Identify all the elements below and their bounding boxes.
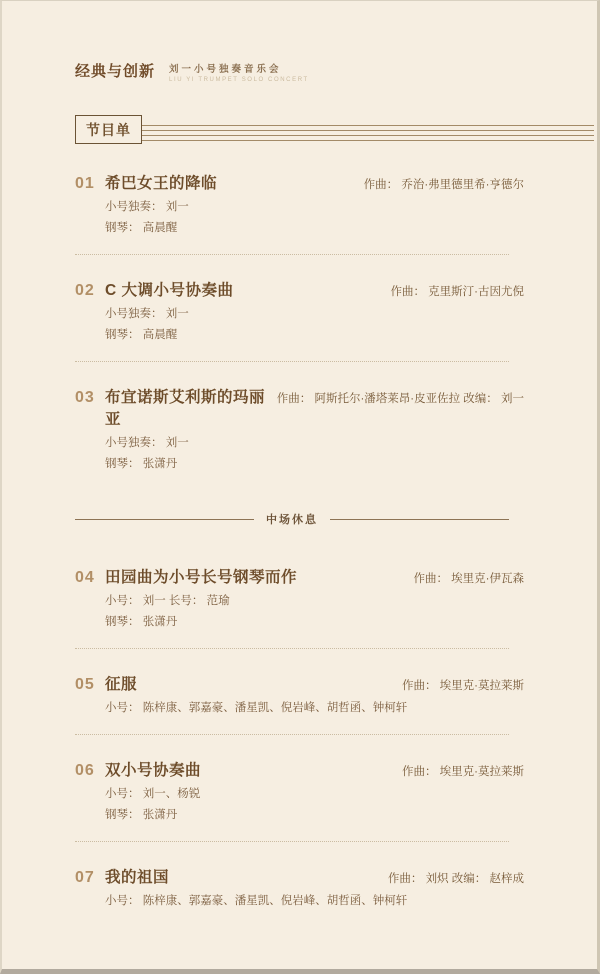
performer-line: 小号独奏： 刘一 xyxy=(105,437,189,449)
item-title: 我的祖国 xyxy=(105,869,170,886)
item-credit: 作曲： 克里斯汀·古因尤倪 xyxy=(390,286,524,298)
item-credit: 作曲： 埃里克·莫拉莱斯 xyxy=(401,680,524,692)
program-list-label: 节目单 xyxy=(75,115,142,144)
item-title: 希巴女王的降临 xyxy=(105,175,218,192)
program-item xyxy=(75,865,524,912)
item-performers xyxy=(105,784,524,826)
brand-title: 经典与创新 xyxy=(75,63,156,80)
item-title: 双小号协奏曲 xyxy=(105,762,202,779)
performer-line: 小号： 陈梓康、郭嘉豪、潘星凯、倪岩峰、胡哲函、钟柯轩 xyxy=(105,702,408,714)
page-header xyxy=(75,1,524,85)
item-title-row xyxy=(75,385,524,429)
program-item xyxy=(75,758,524,826)
item-credit: 作曲： 阿斯托尔·潘塔莱昂·皮亚佐拉 改编： 刘一 xyxy=(276,393,524,405)
item-performers xyxy=(105,891,524,912)
program-second-half xyxy=(75,565,524,912)
program-item xyxy=(75,171,524,239)
section-header xyxy=(75,115,524,144)
item-title: 征服 xyxy=(105,676,138,693)
performer-line: 钢琴： 张潇丹 xyxy=(105,458,178,470)
item-number: 04 xyxy=(75,569,95,586)
decorative-rules xyxy=(142,115,594,144)
performer-line: 小号： 陈梓康、郭嘉豪、潘星凯、倪岩峰、胡哲函、钟柯轩 xyxy=(105,895,408,907)
program-item xyxy=(75,672,524,719)
item-title: 田园曲为小号长号钢琴而作 xyxy=(105,569,298,586)
dotted-separator xyxy=(75,361,509,362)
item-title: 布宜诺斯艾利斯的玛丽亚 xyxy=(105,389,266,428)
item-title-row xyxy=(75,672,524,694)
item-credit: 作曲： 埃里克·伊瓦森 xyxy=(413,573,524,585)
item-number: 03 xyxy=(75,389,95,406)
item-performers xyxy=(105,698,524,719)
item-number: 05 xyxy=(75,676,95,693)
item-credit: 作曲： 刘炽 改编： 赵梓成 xyxy=(387,873,524,885)
item-performers xyxy=(105,433,524,475)
item-performers xyxy=(105,197,524,239)
item-title-row xyxy=(75,565,524,587)
item-number: 02 xyxy=(75,282,95,299)
item-title-row xyxy=(75,171,524,193)
performer-line: 小号： 刘一 长号： 范瑜 xyxy=(105,595,230,607)
dotted-separator xyxy=(75,648,509,649)
dotted-separator xyxy=(75,734,509,735)
item-title-row xyxy=(75,758,524,780)
program-item xyxy=(75,278,524,346)
item-title-row xyxy=(75,278,524,300)
item-number: 01 xyxy=(75,175,95,192)
performer-line: 小号： 刘一、杨锐 xyxy=(105,788,201,800)
divider-line-left xyxy=(75,519,254,520)
item-title: C 大调小号协奏曲 xyxy=(105,282,234,299)
divider-line-right xyxy=(330,519,509,520)
dotted-separator xyxy=(75,841,509,842)
performer-line: 小号独奏： 刘一 xyxy=(105,308,189,320)
performer-line: 钢琴： 张潇丹 xyxy=(105,616,178,628)
item-credit: 作曲： 乔治·弗里德里希·亨德尔 xyxy=(363,179,524,191)
performer-line: 钢琴： 张潇丹 xyxy=(105,809,178,821)
item-performers xyxy=(105,304,524,346)
program-item xyxy=(75,565,524,633)
header-subtitle xyxy=(169,61,309,85)
performer-line: 钢琴： 高晨醒 xyxy=(105,222,178,234)
item-title-row xyxy=(75,865,524,887)
item-number: 07 xyxy=(75,869,95,886)
performer-line: 钢琴： 高晨醒 xyxy=(105,329,178,341)
intermission-divider xyxy=(75,511,509,527)
concert-name-en: LIU YI TRUMPET SOLO CONCERT xyxy=(169,77,309,83)
item-number: 06 xyxy=(75,762,95,779)
item-performers xyxy=(105,591,524,633)
item-credit: 作曲： 埃里克·莫拉莱斯 xyxy=(401,766,524,778)
program-item xyxy=(75,385,524,475)
dotted-separator xyxy=(75,254,509,255)
performer-line: 小号独奏： 刘一 xyxy=(105,201,189,213)
program-first-half xyxy=(75,171,524,475)
intermission-label: 中场休息 xyxy=(266,514,318,526)
concert-name-cn: 刘一小号独奏音乐会 xyxy=(169,64,282,75)
